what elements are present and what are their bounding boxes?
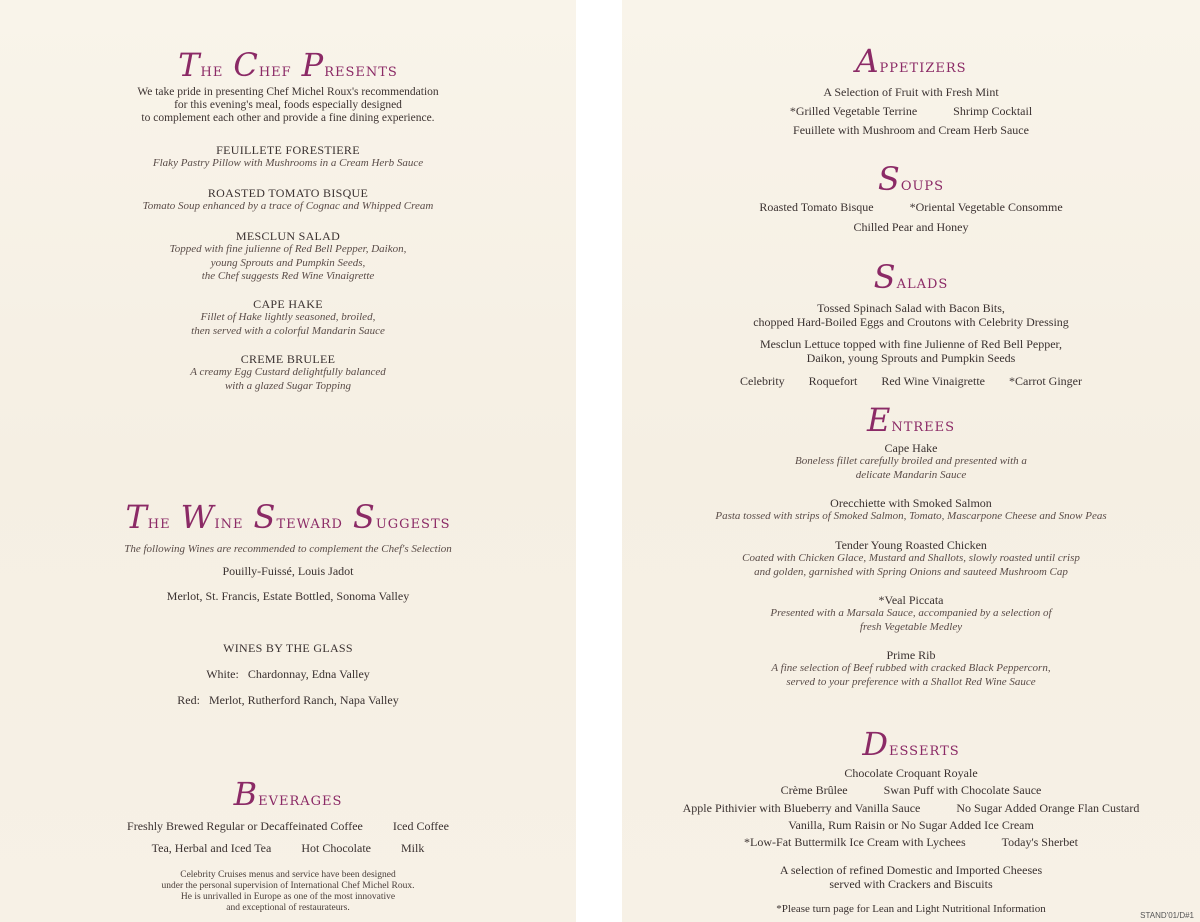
desserts-heading-initial: D — [862, 725, 889, 763]
note-line: and exceptional of restaurateurs. — [226, 903, 350, 913]
wine-heading-rest: teward — [276, 511, 343, 533]
dressing-item: *Carrot Ginger — [1009, 374, 1082, 388]
soup-item: Chilled Pear and Honey — [853, 220, 969, 234]
chef-intro-line: for this evening's meal, foods especially designed — [174, 99, 402, 111]
soups-heading-rest: oups — [900, 173, 945, 195]
beverages-row — [0, 841, 576, 855]
white-wine: White: Chardonnay, Edna Valley — [206, 667, 370, 681]
cheese-line: served with Crackers and Biscuits — [829, 877, 993, 891]
chef-heading-word — [233, 46, 292, 84]
wine-heading-word — [253, 498, 343, 536]
dessert-item: Chocolate Croquant Royale — [844, 766, 978, 780]
chef-heading-initial: C — [233, 46, 259, 84]
salad-item — [622, 301, 1200, 329]
beverage-item: Milk — [401, 841, 425, 855]
desserts-heading — [622, 725, 1200, 763]
entree-item — [622, 496, 1200, 524]
cheese-line: A selection of refined Domestic and Imported Cheeses — [779, 863, 1043, 877]
wine-heading-word — [352, 498, 451, 536]
soups-row — [622, 200, 1200, 214]
chef-heading-initial: T — [178, 46, 201, 84]
desserts-row — [622, 783, 1200, 797]
chef-heading-rest: hef — [258, 59, 292, 81]
entree-description: Pasta tossed with strips of Smoked Salmon, Tomato, Mascarpone Cheese and Snow Peas — [715, 510, 1107, 522]
left-menu-page — [0, 0, 576, 922]
beverage-item: Freshly Brewed Regular or Decaffeinated Coffee — [127, 819, 363, 833]
dressing-item: Celebrity — [740, 374, 785, 388]
chef-heading-word — [301, 46, 398, 84]
desserts-row — [622, 801, 1200, 815]
entree-name: Prime Rib — [886, 648, 936, 662]
wine-heading-rest: uggests — [375, 511, 451, 533]
beverages-heading — [0, 775, 576, 813]
salad-line: Mesclun Lettuce topped with fine Julienne of Red Bell Pepper, — [759, 337, 1063, 351]
dessert-item: *Low-Fat Buttermilk Ice Cream with Lychees — [744, 835, 966, 849]
chef-heading-initial: P — [301, 46, 325, 84]
entree-description: Boneless fillet carefully broiled and presented with a — [795, 455, 1027, 467]
wine-suggestion: Merlot, St. Francis, Estate Bottled, Sonoma Valley — [166, 589, 410, 603]
wine-heading-rest: ine — [214, 511, 244, 533]
chef-heading-rest: resents — [324, 59, 398, 81]
salad-line: Daikon, young Sprouts and Pumpkin Seeds — [806, 351, 1016, 365]
entree-item — [622, 593, 1200, 634]
entree-description: served to your preference with a Shallot Red Wine Sauce — [786, 675, 1036, 688]
entree-name: Cape Hake — [884, 441, 938, 455]
dish-description: Fillet of Hake lightly seasoned, broiled, — [200, 311, 376, 323]
dish-name: CAPE HAKE — [253, 297, 323, 311]
chef-intro-line: to complement each other and provide a fine dining experience. — [141, 112, 435, 124]
entrees-heading — [622, 401, 1200, 439]
entree-name: Orecchiette with Smoked Salmon — [830, 496, 992, 510]
entree-description: delicate Mandarin Sauce — [855, 468, 967, 481]
entrees-heading-initial: E — [866, 401, 892, 439]
salads-heading-rest: alads — [896, 271, 949, 293]
dessert-item: Today's Sherbet — [1001, 835, 1078, 849]
chef-dish — [0, 143, 576, 171]
entrees-heading-rest: ntrees — [891, 414, 956, 436]
dish-name: ROASTED TOMATO BISQUE — [207, 186, 369, 200]
entree-item — [622, 648, 1200, 689]
appetizer-item: A Selection of Fruit with Fresh Mint — [823, 85, 999, 99]
chef-heading-word — [178, 46, 224, 84]
salad-line: Tossed Spinach Salad with Bacon Bits, — [817, 301, 1005, 315]
appetizer-row — [622, 104, 1200, 118]
entree-description: Presented with a Marsala Sauce, accompanied by a selection of — [770, 607, 1052, 619]
wine-suggestion: Pouilly-Fuissé, Louis Jadot — [222, 564, 354, 578]
dessert-item: Vanilla, Rum Raisin or No Sugar Added Ice Cream — [788, 818, 1034, 832]
wine-steward-heading — [0, 498, 576, 536]
chef-heading-rest: he — [200, 59, 224, 81]
dish-description: Flaky Pastry Pillow with Mushrooms in a Cream Herb Sauce — [152, 157, 424, 169]
dessert-item: Swan Puff with Chocolate Sauce — [883, 783, 1042, 797]
chef-presents-heading — [0, 46, 576, 84]
menu-code: STAND'01/D#1 — [1140, 911, 1194, 920]
wine-intro: The following Wines are recommended to complement the Chef's Selection — [124, 543, 452, 555]
wine-heading-word — [125, 498, 171, 536]
soups-heading-word — [877, 160, 945, 198]
dish-description: then served with a colorful Mandarin Sauce — [191, 324, 385, 337]
dish-name: MESCLUN SALAD — [235, 229, 341, 243]
soups-heading-initial: S — [877, 160, 901, 198]
wine-heading-initial: T — [125, 498, 148, 536]
dressing-item: Roquefort — [808, 374, 858, 388]
chef-intro-line: We take pride in presenting Chef Michel Roux's recommendation — [137, 86, 439, 98]
red-wine: Red: Merlot, Rutherford Ranch, Napa Valley — [177, 693, 399, 707]
beverage-item: Hot Chocolate — [301, 841, 371, 855]
celebrity-note — [0, 870, 576, 914]
dish-description: with a glazed Sugar Topping — [224, 379, 352, 392]
wines-by-glass-title: WINES BY THE GLASS — [223, 641, 353, 655]
wine-heading-rest: he — [147, 511, 171, 533]
wine-heading-initial: W — [180, 498, 215, 536]
entree-description: A fine selection of Beef rubbed with cracked Black Peppercorn, — [771, 662, 1051, 674]
entree-description: and golden, garnished with Spring Onions and sauteed Mushroom Cap — [754, 565, 1068, 578]
wine-heading-initial: S — [352, 498, 376, 536]
appetizers-heading — [622, 42, 1200, 80]
dessert-item: Crème Brûlee — [780, 783, 848, 797]
bev-heading-initial: B — [233, 775, 259, 813]
chef-dish — [0, 297, 576, 338]
salad-item — [622, 337, 1200, 365]
entree-description: Coated with Chicken Glace, Mustard and Shallots, slowly roasted until crisp — [742, 552, 1080, 564]
chef-dish — [0, 229, 576, 284]
app-heading-initial: A — [855, 42, 880, 80]
entree-name: Tender Young Roasted Chicken — [835, 538, 987, 552]
chef-dish — [0, 186, 576, 214]
right-menu-page — [622, 0, 1200, 922]
dish-description: young Sprouts and Pumpkin Seeds, — [210, 256, 366, 269]
chef-dish — [0, 352, 576, 393]
entree-item — [622, 441, 1200, 482]
note-line: He is unrivalled in Europe as one of the most innovative — [180, 892, 396, 902]
dish-description: Tomato Soup enhanced by a trace of Cognac and Whipped Cream — [142, 200, 434, 212]
app-heading-word — [855, 42, 967, 80]
desserts-heading-rest: esserts — [888, 738, 960, 760]
beverage-item: Iced Coffee — [392, 819, 449, 833]
salad-line: chopped Hard-Boiled Eggs and Croutons with Celebrity Dressing — [753, 315, 1069, 329]
entrees-heading-word — [866, 401, 956, 439]
bev-heading-word — [233, 775, 343, 813]
entree-item — [622, 538, 1200, 579]
dressings-row — [622, 374, 1200, 388]
salads-heading-word — [873, 258, 949, 296]
appetizer-item: Feuillete with Mushroom and Cream Herb Sauce — [793, 123, 1029, 137]
soup-item: Roasted Tomato Bisque — [759, 200, 874, 214]
entree-name: *Veal Piccata — [878, 593, 944, 607]
wine-heading-word — [180, 498, 244, 536]
chef-intro — [0, 86, 576, 125]
dish-name: FEUILLETE FORESTIERE — [216, 143, 360, 157]
dish-description: A creamy Egg Custard delightfully balanced — [190, 366, 386, 378]
appetizer-item: *Grilled Vegetable Terrine — [789, 104, 918, 118]
salads-heading-initial: S — [873, 258, 897, 296]
dessert-item: Apple Pithivier with Blueberry and Vanilla Sauce — [682, 801, 921, 815]
dessert-item: No Sugar Added Orange Flan Custard — [956, 801, 1140, 815]
dressing-item: Red Wine Vinaigrette — [881, 374, 985, 388]
dish-name: CREME BRULEE — [240, 352, 336, 366]
salads-heading — [622, 258, 1200, 296]
note-line: Celebrity Cruises menus and service have been designed — [180, 870, 396, 880]
entree-description: fresh Vegetable Medley — [859, 620, 963, 633]
dish-description: Topped with fine julienne of Red Bell Pepper, Daikon, — [169, 243, 407, 255]
desserts-heading-word — [862, 725, 960, 763]
dish-description: the Chef suggests Red Wine Vinaigrette — [201, 270, 375, 282]
desserts-row — [622, 835, 1200, 849]
appetizer-item: Shrimp Cocktail — [953, 104, 1033, 118]
app-heading-rest: ppetizers — [879, 55, 967, 77]
note-line: under the personal supervision of International Chef Michel Roux. — [161, 881, 415, 891]
beverage-item: Tea, Herbal and Iced Tea — [151, 841, 272, 855]
nutrition-footnote: *Please turn page for Lean and Light Nutritional Information — [776, 903, 1046, 915]
soups-heading — [622, 160, 1200, 198]
bev-heading-rest: everages — [258, 788, 343, 810]
cheese-item — [622, 863, 1200, 891]
soup-item: *Oriental Vegetable Consomme — [909, 200, 1063, 214]
wine-heading-initial: S — [253, 498, 277, 536]
beverages-row — [0, 819, 576, 833]
